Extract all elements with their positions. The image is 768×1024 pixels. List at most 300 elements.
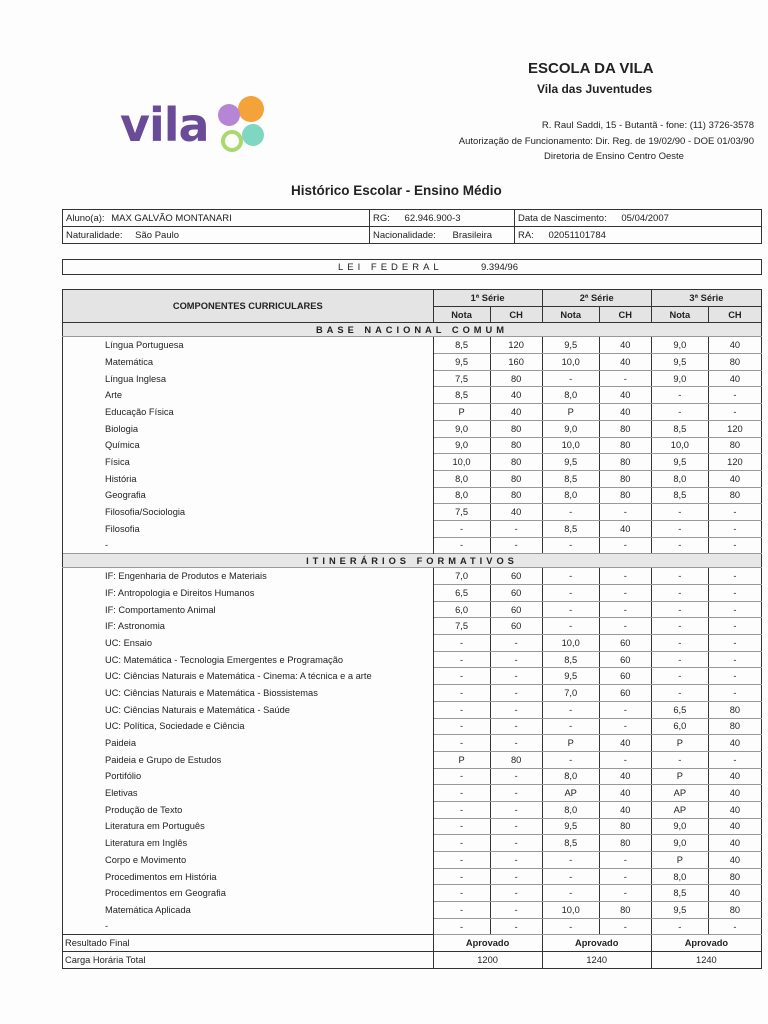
student-ra-cell [515, 227, 762, 244]
grade-cell: P [542, 735, 599, 752]
component-name: Procedimentos em Geografia [63, 885, 434, 902]
student-nationality-cell [370, 227, 515, 244]
logo-dot-orange [238, 96, 264, 122]
table-row [63, 618, 762, 635]
ch-header: CH [599, 306, 651, 323]
table-row [63, 520, 762, 537]
component-name: UC: Ciências Naturais e Matemática - Saúde [63, 701, 434, 718]
hours-cell: 40 [708, 818, 761, 835]
hours-cell: 40 [490, 404, 542, 421]
hours-cell: - [490, 885, 542, 902]
table-row [63, 718, 762, 735]
hours-cell: - [599, 868, 651, 885]
grade-cell: - [651, 635, 708, 652]
hours-cell: - [708, 568, 761, 585]
hours-cell: - [708, 404, 761, 421]
result-year-3: Aprovado [651, 935, 761, 952]
school-name: ESCOLA DA VILA [528, 60, 654, 77]
component-name: Literatura em Inglês [63, 835, 434, 852]
total-year-3: 1240 [651, 952, 761, 969]
grade-cell: 8,5 [542, 835, 599, 852]
table-row [63, 635, 762, 652]
grade-cell: - [651, 751, 708, 768]
hours-cell: - [490, 635, 542, 652]
table-row [63, 785, 762, 802]
grade-cell: - [433, 685, 490, 702]
grade-cell: - [433, 902, 490, 919]
hours-cell: - [708, 520, 761, 537]
hours-cell: 60 [490, 618, 542, 635]
table-row [63, 601, 762, 618]
nota-header: Nota [433, 306, 490, 323]
hours-cell: 120 [490, 337, 542, 354]
component-name: - [63, 537, 434, 554]
student-birth-label: Data de Nascimento: [518, 212, 607, 224]
grade-cell: - [542, 585, 599, 602]
component-name: Química [63, 437, 434, 454]
hours-cell: 80 [708, 902, 761, 919]
hours-cell: - [708, 685, 761, 702]
component-name: Filosofia/Sociologia [63, 504, 434, 521]
component-name: Física [63, 454, 434, 471]
hours-cell: 40 [599, 801, 651, 818]
grade-cell: 7,5 [433, 504, 490, 521]
student-rg: 62.946.900-3 [404, 212, 461, 224]
hours-cell: 40 [599, 520, 651, 537]
grade-cell: 8,0 [542, 768, 599, 785]
grade-cell: 9,0 [542, 420, 599, 437]
student-origin: São Paulo [135, 229, 179, 241]
grade-cell: P [651, 768, 708, 785]
component-name: Matemática Aplicada [63, 902, 434, 919]
student-origin-cell [63, 227, 370, 244]
hours-cell: - [599, 585, 651, 602]
component-name: Geografia [63, 487, 434, 504]
grade-cell: - [433, 651, 490, 668]
hours-cell: - [708, 651, 761, 668]
table-row [63, 537, 762, 554]
grade-cell: P [651, 735, 708, 752]
grade-cell: - [433, 718, 490, 735]
hours-cell: - [490, 651, 542, 668]
grade-cell: 8,5 [542, 470, 599, 487]
grade-cell: - [542, 852, 599, 869]
grade-cell: 10,0 [433, 454, 490, 471]
hours-cell: 40 [599, 404, 651, 421]
grade-cell: P [433, 404, 490, 421]
component-name: IF: Astronomia [63, 618, 434, 635]
table-row [63, 437, 762, 454]
table-row [63, 701, 762, 718]
hours-cell: - [490, 718, 542, 735]
hours-cell: - [708, 635, 761, 652]
component-name: UC: Matemática - Tecnologia Emergentes e Programação [63, 651, 434, 668]
grade-cell: P [433, 751, 490, 768]
grade-cell: 7,5 [433, 618, 490, 635]
grade-cell: 8,5 [542, 651, 599, 668]
grade-cell: 8,0 [651, 470, 708, 487]
grade-cell: - [542, 718, 599, 735]
hours-cell: 40 [708, 835, 761, 852]
hours-cell: - [599, 370, 651, 387]
grade-cell: 9,5 [651, 454, 708, 471]
component-name: Língua Inglesa [63, 370, 434, 387]
student-nationality-label: Nacionalidade: [373, 229, 436, 241]
grade-cell: - [433, 735, 490, 752]
grades-body [63, 323, 762, 935]
hours-cell: 40 [599, 735, 651, 752]
grade-cell: - [433, 835, 490, 852]
nota-header: Nota [651, 306, 708, 323]
hours-cell: - [599, 701, 651, 718]
hours-cell: 80 [599, 437, 651, 454]
nota-header: Nota [542, 306, 599, 323]
law-number: 9.394/96 [481, 262, 518, 273]
table-row [63, 585, 762, 602]
grade-cell: - [433, 635, 490, 652]
grade-cell: 9,0 [651, 818, 708, 835]
component-name: Filosofia [63, 520, 434, 537]
component-name: Educação Física [63, 404, 434, 421]
hours-cell: - [708, 601, 761, 618]
table-row [63, 818, 762, 835]
grade-cell: 10,0 [542, 635, 599, 652]
section-title: BASE NACIONAL COMUM [63, 323, 762, 337]
hours-cell: - [490, 868, 542, 885]
grade-cell: - [542, 601, 599, 618]
table-row [63, 801, 762, 818]
hours-cell: 40 [490, 387, 542, 404]
grade-cell: - [651, 601, 708, 618]
student-name: MAX GALVÃO MONTANARI [111, 212, 232, 224]
hours-cell: - [599, 601, 651, 618]
hours-cell: 40 [708, 337, 761, 354]
grade-cell: - [651, 537, 708, 554]
grade-cell: - [542, 751, 599, 768]
grade-cell: - [433, 785, 490, 802]
table-row [63, 470, 762, 487]
hours-cell: 80 [490, 454, 542, 471]
law-label: LEI FEDERAL [338, 262, 443, 273]
ch-header: CH [708, 306, 761, 323]
grade-cell: 8,0 [433, 470, 490, 487]
hours-cell: 80 [599, 420, 651, 437]
hours-cell: - [599, 852, 651, 869]
hours-cell: 40 [708, 768, 761, 785]
hours-cell: 80 [599, 835, 651, 852]
hours-cell: - [490, 537, 542, 554]
grade-cell: - [651, 651, 708, 668]
grade-cell: - [542, 504, 599, 521]
student-info-table [62, 209, 762, 244]
grade-cell: 10,0 [651, 437, 708, 454]
grade-cell: 6,5 [651, 701, 708, 718]
grade-cell: 9,0 [651, 337, 708, 354]
logo-dot-green [221, 130, 243, 152]
grade-cell: 10,0 [542, 902, 599, 919]
table-row [63, 370, 762, 387]
grade-cell: 10,0 [542, 437, 599, 454]
grade-cell: 9,0 [433, 420, 490, 437]
hours-cell: - [490, 918, 542, 935]
grade-cell: 9,0 [651, 370, 708, 387]
component-name: Matemática [63, 354, 434, 371]
grade-cell: 8,0 [542, 487, 599, 504]
table-row [63, 568, 762, 585]
grade-cell: 9,5 [651, 354, 708, 371]
table-row [63, 852, 762, 869]
hours-cell: 80 [490, 487, 542, 504]
grade-cell: 8,0 [542, 387, 599, 404]
hours-cell: 80 [599, 454, 651, 471]
hours-cell: - [599, 618, 651, 635]
hours-cell: 60 [490, 601, 542, 618]
table-row [63, 337, 762, 354]
student-rg-label: RG: [373, 212, 390, 224]
hours-cell: - [490, 520, 542, 537]
hours-cell: 120 [708, 420, 761, 437]
hours-cell: - [708, 918, 761, 935]
components-header: COMPONENTES CURRICULARES [63, 290, 434, 323]
student-birth: 05/04/2007 [621, 212, 669, 224]
hours-cell: - [490, 701, 542, 718]
grade-cell: P [542, 404, 599, 421]
grade-cell: - [651, 520, 708, 537]
component-name: Arte [63, 387, 434, 404]
component-name: IF: Engenharia de Produtos e Materiais [63, 568, 434, 585]
grade-cell: - [433, 801, 490, 818]
law-bar [62, 259, 762, 275]
hours-cell: 60 [599, 685, 651, 702]
grade-cell: 7,5 [433, 370, 490, 387]
grade-cell: - [433, 768, 490, 785]
grade-cell: - [542, 618, 599, 635]
table-row [63, 885, 762, 902]
grade-cell: - [542, 370, 599, 387]
section-header-row [63, 554, 762, 568]
hours-cell: - [599, 918, 651, 935]
grade-cell: - [651, 568, 708, 585]
logo-word: vila [120, 98, 209, 152]
grade-cell: 6,0 [433, 601, 490, 618]
grade-cell: 9,5 [542, 337, 599, 354]
component-name: Corpo e Movimento [63, 852, 434, 869]
hours-cell: - [490, 902, 542, 919]
grade-cell: 8,0 [651, 868, 708, 885]
hours-cell: 60 [599, 635, 651, 652]
school-directorate: Diretoria de Ensino Centro Oeste [544, 151, 684, 162]
hours-cell: 80 [599, 902, 651, 919]
section-title: ITINERÁRIOS FORMATIVOS [63, 554, 762, 568]
grade-cell: - [651, 585, 708, 602]
hours-cell: 80 [708, 354, 761, 371]
grade-cell: - [651, 668, 708, 685]
grade-cell: - [542, 568, 599, 585]
hours-cell: 40 [599, 785, 651, 802]
hours-cell: 40 [708, 470, 761, 487]
year-1-header: 1ª Série [433, 290, 542, 307]
component-name: Biologia [63, 420, 434, 437]
hours-cell: - [599, 504, 651, 521]
grade-cell: - [433, 852, 490, 869]
hours-cell: 80 [708, 868, 761, 885]
hours-cell: - [599, 537, 651, 554]
hours-cell: 80 [599, 470, 651, 487]
grade-cell: 9,0 [651, 835, 708, 852]
table-row [63, 685, 762, 702]
hours-cell: - [490, 768, 542, 785]
hours-cell: 40 [599, 768, 651, 785]
hours-cell: - [708, 618, 761, 635]
hours-cell: 80 [708, 487, 761, 504]
grade-cell: AP [542, 785, 599, 802]
component-name: Literatura em Português [63, 818, 434, 835]
grade-cell: - [433, 668, 490, 685]
hours-cell: - [490, 668, 542, 685]
student-nationality: Brasileira [452, 229, 493, 241]
component-name: UC: Política, Sociedade e Ciência [63, 718, 434, 735]
student-rg-cell [370, 210, 515, 227]
document-title: Histórico Escolar - Ensino Médio [291, 183, 502, 198]
component-name: IF: Comportamento Animal [63, 601, 434, 618]
total-year-1: 1200 [433, 952, 542, 969]
hours-cell: - [490, 801, 542, 818]
table-row [63, 918, 762, 935]
student-birth-cell [515, 210, 762, 227]
grade-cell: 7,0 [433, 568, 490, 585]
hours-cell: 80 [490, 470, 542, 487]
hours-cell: 80 [490, 437, 542, 454]
hours-cell: 80 [708, 718, 761, 735]
component-name: Produção de Texto [63, 801, 434, 818]
result-year-2: Aprovado [542, 935, 651, 952]
component-name: Portifólio [63, 768, 434, 785]
table-row [63, 420, 762, 437]
hours-cell: - [708, 537, 761, 554]
grade-cell: - [433, 520, 490, 537]
table-row [63, 387, 762, 404]
year-3-header: 3ª Série [651, 290, 761, 307]
table-row [63, 454, 762, 471]
hours-cell: - [490, 785, 542, 802]
grade-cell: - [542, 868, 599, 885]
grade-cell: P [651, 852, 708, 869]
result-label: Resultado Final [63, 935, 434, 952]
grade-cell: - [651, 918, 708, 935]
table-row [63, 768, 762, 785]
hours-cell: - [708, 751, 761, 768]
hours-cell: 40 [708, 735, 761, 752]
section-header-row [63, 323, 762, 337]
student-ra-label: RA: [518, 229, 534, 241]
grade-cell: 8,0 [433, 487, 490, 504]
table-row [63, 651, 762, 668]
table-row [63, 404, 762, 421]
grade-cell: - [542, 918, 599, 935]
school-authorization: Autorização de Funcionamento: Dir. Reg. de 19/02/90 - DOE 01/03/90 [458, 135, 754, 147]
school-address-block [354, 118, 754, 165]
grades-table [62, 289, 762, 969]
grade-cell: - [433, 868, 490, 885]
component-name: Eletivas [63, 785, 434, 802]
grade-cell: - [542, 885, 599, 902]
school-logo [120, 96, 270, 156]
hours-cell: 40 [708, 885, 761, 902]
component-name: UC: Ensaio [63, 635, 434, 652]
year-2-header: 2ª Série [542, 290, 651, 307]
table-row [63, 751, 762, 768]
table-row [63, 868, 762, 885]
table-row [63, 835, 762, 852]
grade-cell: - [433, 537, 490, 554]
hours-cell: 80 [490, 420, 542, 437]
grade-cell: 9,5 [542, 454, 599, 471]
table-row [63, 902, 762, 919]
hours-cell: - [490, 735, 542, 752]
component-name: UC: Ciências Naturais e Matemática - Biossistemas [63, 685, 434, 702]
hours-cell: - [490, 685, 542, 702]
hours-cell: 80 [490, 370, 542, 387]
total-year-2: 1240 [542, 952, 651, 969]
hours-cell: - [599, 885, 651, 902]
school-subtitle: Vila das Juventudes [537, 82, 653, 96]
hours-cell: 40 [708, 370, 761, 387]
logo-dot-purple [218, 104, 240, 126]
student-ra: 02051101784 [548, 229, 606, 241]
hours-cell: 40 [599, 387, 651, 404]
component-name: Língua Portuguesa [63, 337, 434, 354]
hours-cell: - [708, 668, 761, 685]
hours-cell: 40 [599, 337, 651, 354]
table-row [63, 735, 762, 752]
component-name: UC: Ciências Naturais e Matemática - Cinema: A técnica e a arte [63, 668, 434, 685]
student-origin-label: Naturalidade: [66, 229, 123, 241]
grade-cell: 8,0 [542, 801, 599, 818]
hours-cell: 80 [599, 487, 651, 504]
grade-cell: - [651, 685, 708, 702]
grade-cell: 9,5 [651, 902, 708, 919]
hours-cell: 120 [708, 454, 761, 471]
grade-cell: 10,0 [542, 354, 599, 371]
grade-cell: AP [651, 785, 708, 802]
grade-cell: 6,5 [433, 585, 490, 602]
grade-cell: 7,0 [542, 685, 599, 702]
grade-cell: - [542, 537, 599, 554]
grade-cell: 9,5 [542, 668, 599, 685]
hours-cell: - [708, 504, 761, 521]
ch-header: CH [490, 306, 542, 323]
hours-cell: 60 [599, 668, 651, 685]
hours-cell: 80 [708, 701, 761, 718]
component-name: História [63, 470, 434, 487]
student-name-label: Aluno(a): [66, 212, 105, 224]
school-address: R. Raul Saddi, 15 - Butantã - fone: (11) 3726-3578 [541, 120, 754, 131]
hours-cell: 60 [490, 568, 542, 585]
table-row [63, 668, 762, 685]
hours-cell: 40 [708, 852, 761, 869]
table-row [63, 354, 762, 371]
component-name: IF: Antropologia e Direitos Humanos [63, 585, 434, 602]
hours-cell: - [708, 585, 761, 602]
hours-cell: 40 [708, 785, 761, 802]
hours-cell: 80 [490, 751, 542, 768]
grade-cell: - [433, 918, 490, 935]
hours-cell: 80 [708, 437, 761, 454]
grade-cell: 8,5 [651, 487, 708, 504]
grade-cell: - [651, 618, 708, 635]
grade-cell: 8,5 [542, 520, 599, 537]
grade-cell: 8,5 [651, 420, 708, 437]
